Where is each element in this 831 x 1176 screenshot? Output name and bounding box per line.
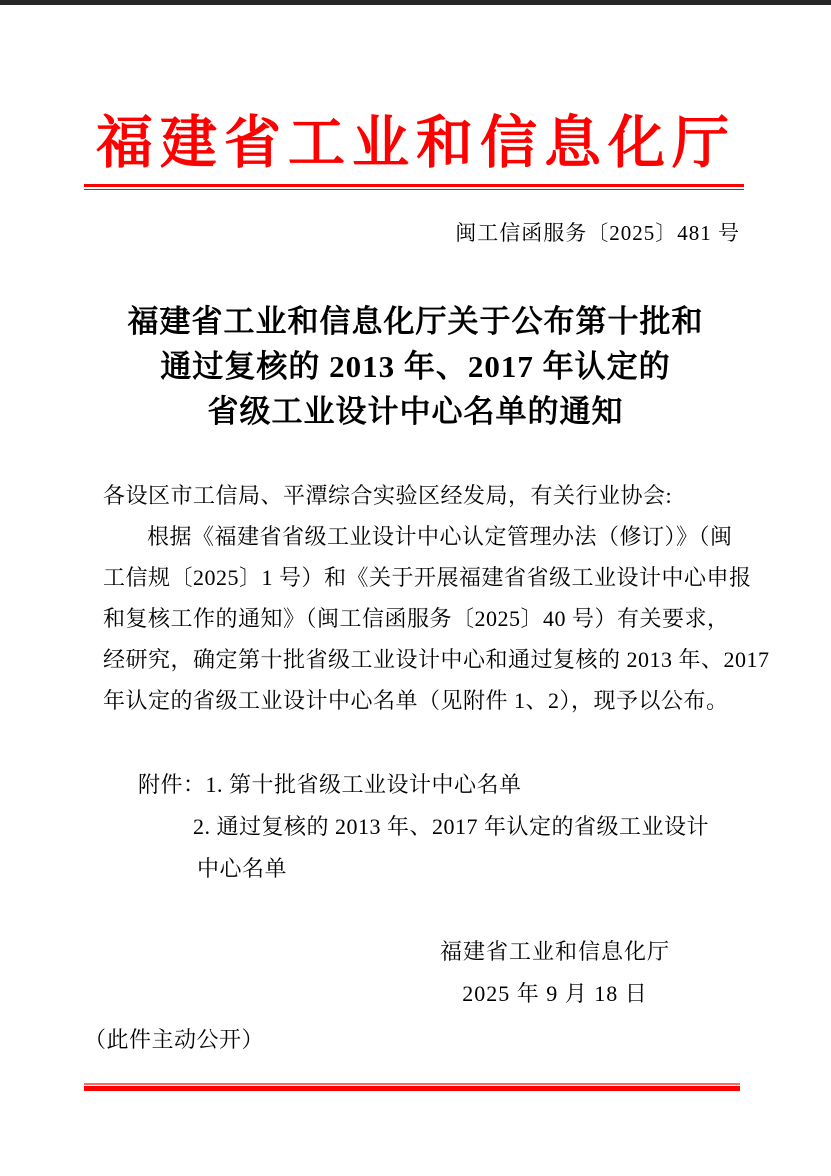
- attachment-item-2: [103, 806, 751, 848]
- body-paragraph-line-1: 根据《福建省省级工业设计中心认定管理办法（修订）》（闽: [147, 524, 733, 549]
- document-title: [0, 299, 831, 434]
- attachment-2-number: 2.: [193, 814, 211, 839]
- attachment-2-title-continuation: 中心名单: [197, 856, 288, 881]
- document-title-line-2: 通过复核的 2013 年、2017 年认定的: [160, 349, 671, 384]
- attachment-2-title: 通过复核的 2013 年、2017 年认定的省级工业设计: [216, 814, 710, 839]
- issuing-agency-masthead: 福建省工业和信息化厅: [96, 112, 736, 175]
- attachments-label: 附件：: [138, 772, 206, 797]
- body-paragraph-line-3: 和复核工作的通知》（闽工信函服务〔2025〕40 号）有关要求，: [103, 606, 730, 631]
- footer-divider-rule: [84, 1083, 740, 1091]
- body-paragraph-line-5: 年认定的省级工业设计中心名单（见附件 1、2），现予以公布。: [103, 688, 729, 713]
- attachment-1-title: 第十批省级工业设计中心名单: [229, 772, 522, 797]
- signature-org-name: 福建省工业和信息化厅: [439, 939, 670, 964]
- body-paragraph-line-2: 工信规〔2025〕1 号）和《关于开展福建省省级工业设计中心申报: [103, 565, 752, 590]
- document-body: [103, 475, 770, 721]
- document-reference-number: 闽工信函服务〔2025〕481 号: [455, 221, 740, 245]
- attachment-1-number: 1.: [205, 772, 224, 797]
- document-title-line-3: 省级工业设计中心名单的通知: [207, 394, 624, 429]
- body-paragraph-line-4: 经研究，确定第十批省级工业设计中心和通过复核的 2013 年、2017: [103, 647, 770, 672]
- signature-block: [425, 931, 685, 1015]
- publicity-note: （此件主动公开）: [84, 1027, 265, 1052]
- document-title-line-1: 福建省工业和信息化厅关于公布第十批和: [127, 304, 704, 339]
- attachment-item-2-continuation: [103, 848, 751, 890]
- top-edge-bar: [0, 0, 831, 5]
- signature-date: 2025 年 9 月 18 日: [462, 981, 648, 1006]
- salutation-line: 各设区市工信局、平潭综合实验区经发局，有关行业协会:: [103, 483, 673, 508]
- masthead-divider-rule: [84, 184, 744, 190]
- attachments-list: [103, 764, 751, 890]
- attachment-item-1: [103, 764, 751, 806]
